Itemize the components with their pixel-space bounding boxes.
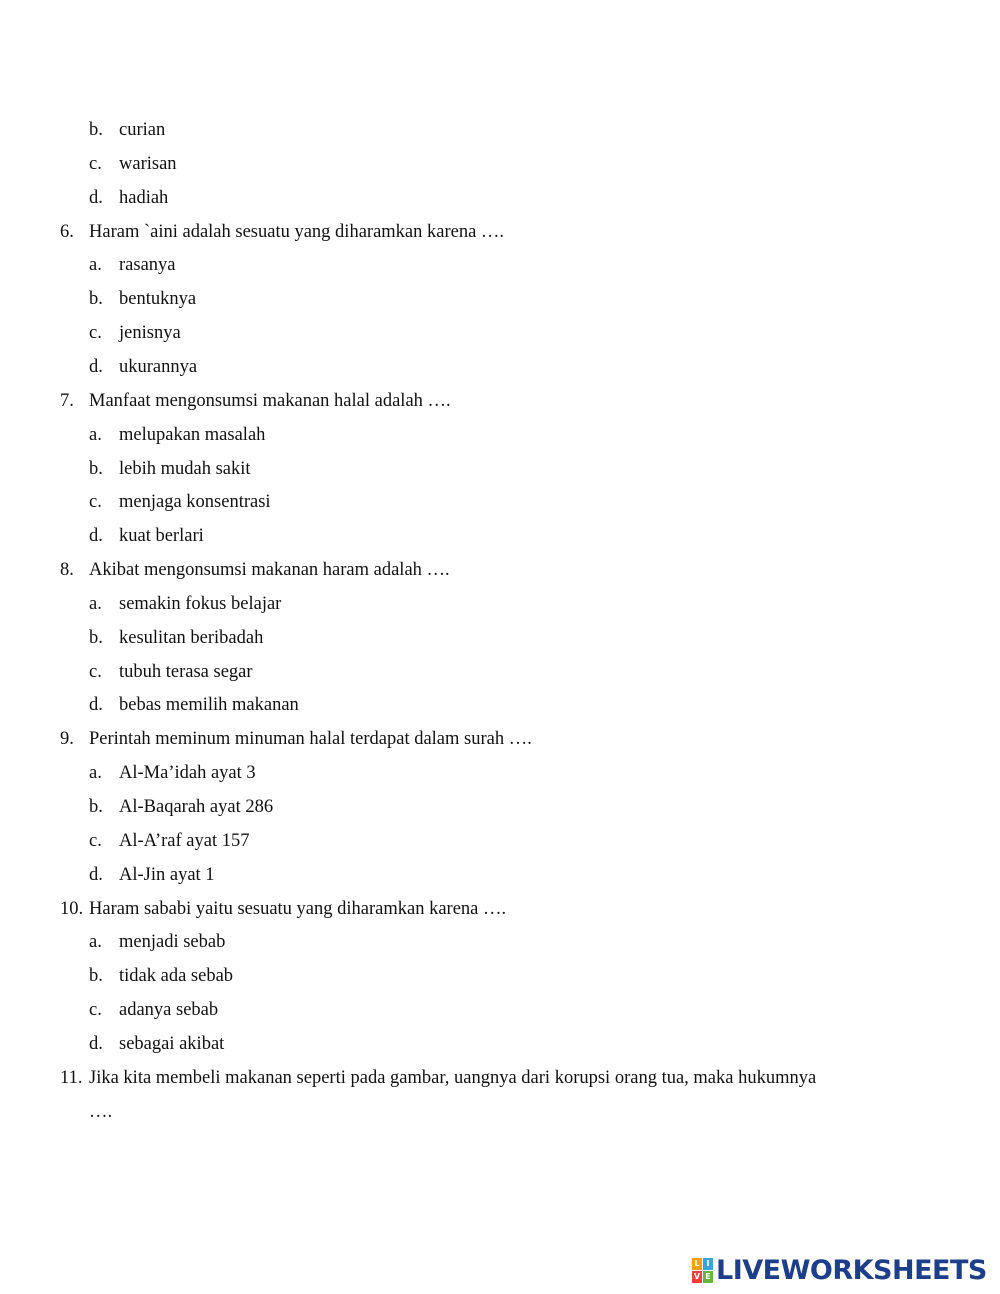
question-text: Perintah meminum minuman halal terdapat dalam surah …. bbox=[89, 729, 532, 749]
option-label: d. bbox=[89, 1034, 103, 1054]
option-text: jenisnya bbox=[119, 323, 181, 343]
option-label: c. bbox=[89, 323, 102, 343]
option-text: Al-A’raf ayat 157 bbox=[119, 831, 250, 851]
option-label: b. bbox=[89, 797, 103, 817]
question-number: 11. bbox=[60, 1068, 83, 1088]
option-text: melupakan masalah bbox=[119, 425, 266, 445]
option-text: semakin fokus belajar bbox=[119, 594, 282, 614]
option-label: d. bbox=[89, 865, 103, 885]
option-label: a. bbox=[89, 763, 102, 783]
option-label: d. bbox=[89, 357, 103, 377]
logo-text: LIVEWORKSHEETS bbox=[716, 1254, 987, 1286]
option-text: menjaga konsentrasi bbox=[119, 492, 271, 512]
question-number: 9. bbox=[60, 729, 74, 749]
question-text: Akibat mengonsumsi makanan haram adalah …. bbox=[89, 560, 450, 580]
option-label: b. bbox=[89, 628, 103, 648]
option-text: tubuh terasa segar bbox=[119, 662, 253, 682]
logo-tile-i: I bbox=[703, 1258, 713, 1270]
option-label: c. bbox=[89, 154, 102, 174]
option-text: bebas memilih makanan bbox=[119, 695, 299, 715]
option-label: b. bbox=[89, 966, 103, 986]
question-number: 10. bbox=[60, 899, 84, 919]
logo-tile-e: E bbox=[703, 1271, 713, 1283]
option-text: rasanya bbox=[119, 255, 176, 275]
question-text: Manfaat mengonsumsi makanan halal adalah …. bbox=[89, 391, 451, 411]
option-text: bentuknya bbox=[119, 289, 197, 309]
option-text: menjadi sebab bbox=[119, 932, 226, 952]
question-number: 8. bbox=[60, 560, 74, 580]
option-text: adanya sebab bbox=[119, 1000, 219, 1020]
option-text: Al-Jin ayat 1 bbox=[119, 865, 215, 885]
option-text: ukurannya bbox=[119, 357, 198, 377]
option-label: d. bbox=[89, 188, 103, 208]
logo-tile-l: L bbox=[692, 1258, 702, 1270]
logo-tile-v: V bbox=[693, 1272, 701, 1281]
option-label: b. bbox=[89, 459, 103, 479]
question-text: Haram `aini adalah sesuatu yang diharamkan karena …. bbox=[89, 222, 505, 242]
option-label: b. bbox=[89, 120, 103, 140]
option-label: c. bbox=[89, 1000, 102, 1020]
question-text: Haram sababi yaitu sesuatu yang diharamkan karena …. bbox=[89, 899, 507, 919]
option-text: tidak ada sebab bbox=[119, 966, 234, 986]
question-text: Jika kita membeli makanan seperti pada gambar, uangnya dari korupsi orang tua, maka hukumnya bbox=[89, 1068, 817, 1088]
question-number: 6. bbox=[60, 222, 74, 242]
option-label: d. bbox=[89, 695, 103, 715]
option-text: Al-Baqarah ayat 286 bbox=[119, 797, 274, 817]
liveworksheets-logo bbox=[692, 1254, 987, 1286]
option-text: lebih mudah sakit bbox=[119, 459, 251, 479]
option-label: c. bbox=[89, 831, 102, 851]
liveworksheets-logo-icon bbox=[692, 1258, 712, 1282]
option-label: a. bbox=[89, 594, 102, 614]
option-label: a. bbox=[89, 425, 102, 445]
option-label: d. bbox=[89, 526, 103, 546]
option-text: Al-Ma’idah ayat 3 bbox=[119, 763, 256, 783]
option-text: warisan bbox=[119, 154, 177, 174]
question-number: 7. bbox=[60, 391, 74, 411]
option-label: b. bbox=[89, 289, 103, 309]
option-label: a. bbox=[89, 932, 102, 952]
option-text: kuat berlari bbox=[119, 526, 204, 546]
option-label: c. bbox=[89, 662, 102, 682]
option-label: c. bbox=[89, 492, 102, 512]
question-text: …. bbox=[89, 1102, 113, 1122]
option-text: kesulitan beribadah bbox=[119, 628, 264, 648]
option-text: curian bbox=[119, 120, 166, 140]
option-text: hadiah bbox=[119, 188, 169, 208]
option-text: sebagai akibat bbox=[119, 1034, 225, 1054]
option-label: a. bbox=[89, 255, 102, 275]
